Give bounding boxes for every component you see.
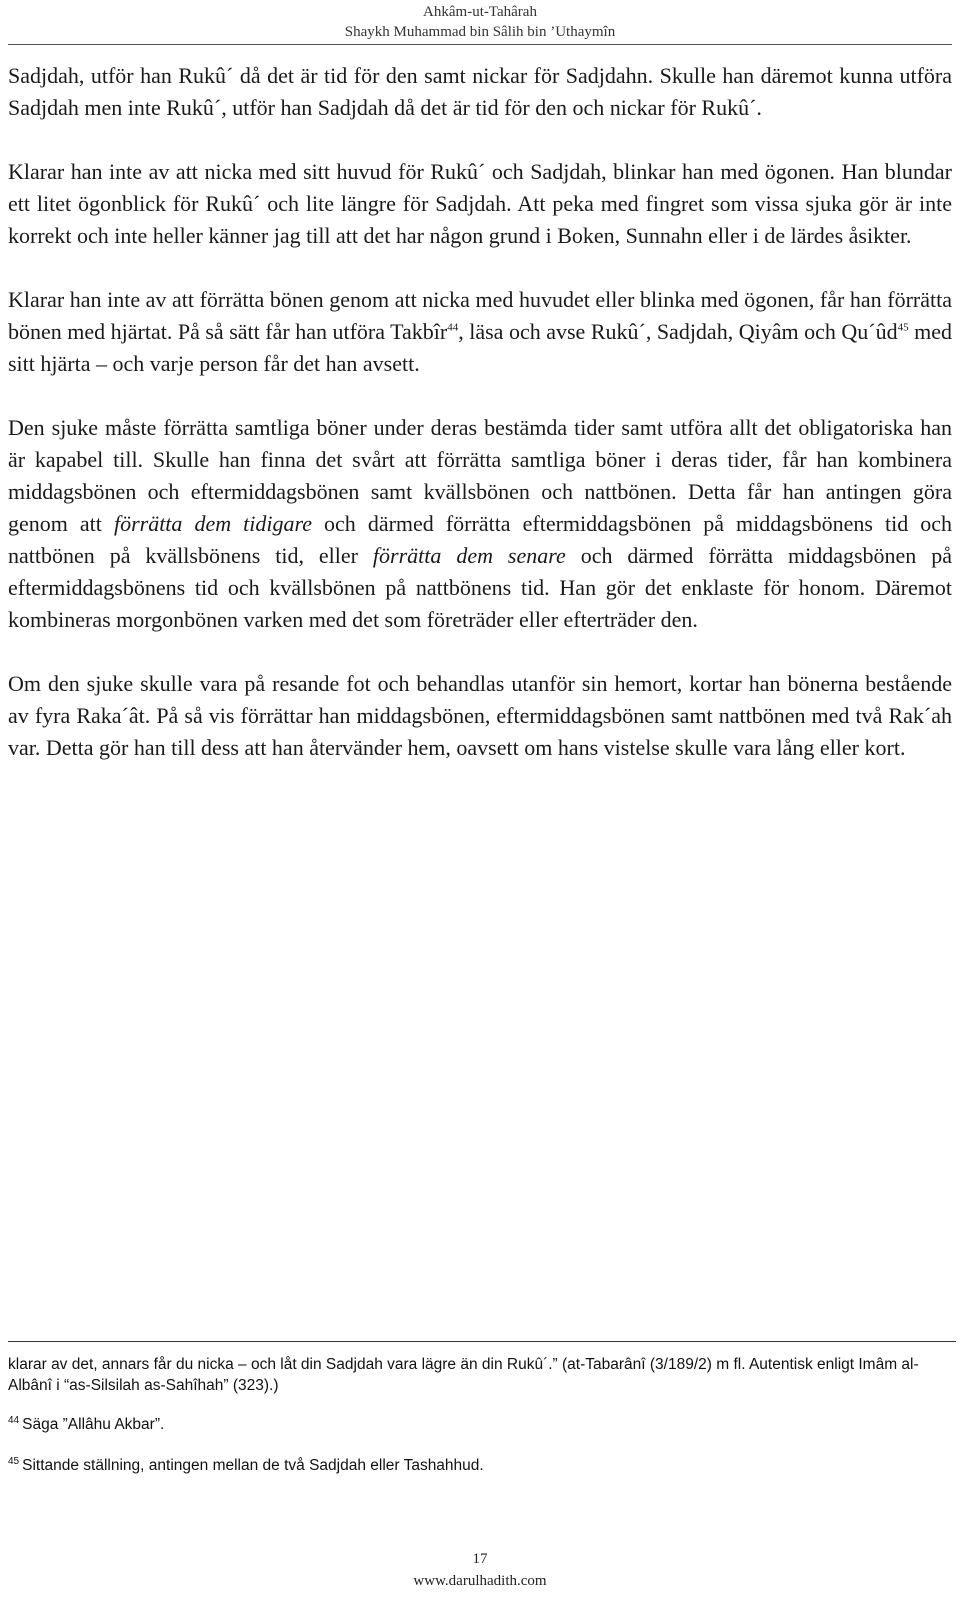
page-footer: [0, 1548, 960, 1592]
footnote-45: [8, 1455, 952, 1476]
book-author: Shaykh Muhammad bin Sâlih bin ’Uthaymîn: [344, 24, 616, 40]
paragraph-4-text-b: och därmed förrätta eftermiddagsbönen på middagsbönens tid och nattbönen på kvällsbönens tid, eller: [8, 511, 952, 568]
website-url: www.darulhadith.com: [413, 1573, 547, 1589]
footnote-45-text: Sittande ställning, antingen mellan de två Sadjdah eller Tashahhud.: [22, 1457, 484, 1474]
paragraph-3-text-c: med sitt hjärta – och varje person får det han avsett.: [8, 319, 952, 376]
book-title: Ahkâm-ut-Tahârah: [423, 4, 537, 20]
footnote-44: [8, 1414, 952, 1435]
footnotes: [8, 1354, 952, 1476]
paragraph-4-text-a: Den sjuke måste förrätta samtliga böner under deras bestämda tider samt utföra allt det obligatoriska han är kapabel till. Skulle han finna det svårt att förrätta samtliga böner i deras tider, får han kombinera middagsbönen och eftermiddagsbönen samt kvällsbönen och nattbönen. Detta får han antingen göra genom att: [8, 415, 952, 536]
footnote-44-text: Säga ”Allâhu Akbar”.: [22, 1416, 165, 1433]
paragraph-4-text-c: och därmed förrätta middagsbönen på eftermiddagsbönens tid och kvällsbönen på nattbönens tid. Han gör det enklaste för honom. Däremot kombineras morgonbönen varken med det som företräder eller efterträder den.: [8, 543, 953, 632]
footnote-44-number: 44: [8, 1414, 20, 1426]
footnote-ref-44: 44: [447, 321, 459, 334]
page-header: [0, 0, 960, 42]
paragraph-2: Klarar han inte av att nicka med sitt huvud för Rukû´ och Sadjdah, blinkar han med ögonen. Han blundar ett litet ögonblick för Rukû´ och lite längre för Sadjdah. Att peka med fingret som vissa sjuka gör är inte korrekt och inte heller känner jag till att det har någon grund i Boken, Sunnahn eller i de lärdes åsikter.: [8, 159, 952, 248]
paragraph-4: [8, 412, 952, 636]
paragraph-5: Om den sjuke skulle vara på resande fot och behandlas utanför sin hemort, kortar han bönerna bestående av fyra Raka´ât. På så vis förrättar han middagsbönen, eftermiddagsbönen samt nattbönen med två Rak´ah var. Detta gör han till dess att han återvänder hem, oavsett om hans vistelse skulle vara lång eller kort.: [8, 671, 952, 760]
main-text: [8, 60, 952, 764]
paragraph-3-text-a: Klarar han inte av att förrätta bönen genom att nicka med huvudet eller blinka med ögonen, får han förrätta bönen med hjärtat. På så sätt får han utföra Takbîr: [8, 287, 952, 344]
paragraph-1: Sadjdah, utför han Rukû´ då det är tid för den samt nickar för Sadjdahn. Skulle han däremot kunna utföra Sadjdah men inte Rukû´, utför han Sadjdah då det är tid för den och nickar för Rukû´.: [8, 63, 952, 120]
footnote-45-number: 45: [8, 1455, 20, 1467]
footnote-divider: [8, 1341, 956, 1342]
page-number: 17: [472, 1551, 488, 1567]
header-divider: [8, 44, 952, 45]
paragraph-3-text-b: , läsa och avse Rukû´, Sadjdah, Qiyâm och Qu´ûd: [458, 319, 898, 344]
paragraph-4-emphasis-1: förrätta dem tidigare: [113, 511, 312, 536]
paragraph-4-emphasis-2: förrätta dem senare: [372, 543, 566, 568]
footnote-ref-45: 45: [897, 321, 909, 334]
footnote-continued: klarar av det, annars får du nicka – och låt din Sadjdah vara lägre än din Rukû´.” (at-Tabarânî (3/189/2) m fl. Autentisk enligt Imâm al-Albânî i “as-Silsilah as-Sahîhah” (323).): [8, 1356, 919, 1394]
paragraph-3: [8, 284, 952, 380]
